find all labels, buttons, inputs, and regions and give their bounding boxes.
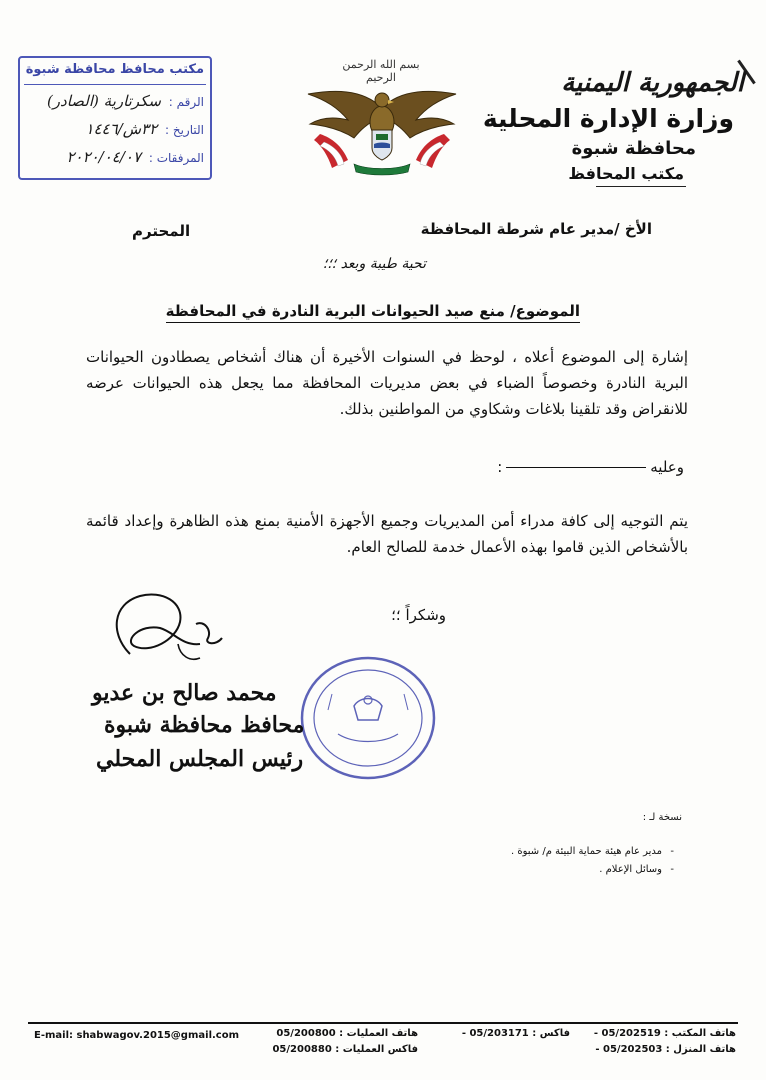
whereas-dash — [506, 467, 646, 468]
republic-name: الجمهورية اليمنية — [561, 68, 744, 98]
registry-stamp — [18, 56, 212, 180]
stamp-attach-row: المرفقات : ٢٠٢٠/٠٤/٠٧ — [66, 148, 204, 166]
footer-ops-fax: فاكس العمليات : 05/200880 — [272, 1044, 418, 1055]
copy-bullet: - — [670, 846, 674, 857]
footer-divider — [28, 1022, 738, 1024]
subject-line: الموضوع/ منع صيد الحيوانات البرية النادرة في المحافظة — [166, 302, 580, 323]
thanks-line: وشكراً ؛؛ — [391, 606, 446, 624]
whereas-colon: : — [497, 458, 503, 476]
signatory-title: محافظ محافظة شبوة — [104, 712, 305, 738]
governorate-name: محافظة شبوة — [571, 138, 696, 159]
handwritten-signature — [100, 584, 260, 684]
office-underline — [596, 186, 686, 187]
stamp-title: مكتب محافظ محافظة شبوة — [25, 62, 204, 77]
respect-title: المحترم — [132, 222, 191, 240]
footer-email: E-mail: shabwagov.2015@gmail.com — [34, 1030, 240, 1041]
ministry-name: وزارة الإدارة المحلية — [482, 104, 734, 133]
body-paragraph-2: يتم التوجيه إلى كافة مدراء أمن المديريات وجميع الأجهزة الأمنية بمنع هذه الظاهرة وإعداد قائمة بالأشخاص الذين قاموا بهذه الأعمال خدمة للصالح العام. — [86, 512, 688, 556]
official-round-seal — [298, 654, 438, 782]
footer-home-phone: هاتف المنزل : 05/202503 - — [595, 1044, 736, 1055]
copy-item-1: مدير عام هيئة حماية البيئة م/ شبوة . — [511, 846, 662, 857]
yemen-eagle-emblem — [302, 78, 462, 178]
signatory-name: محمد صالح بن عديو — [92, 680, 277, 706]
signatory-council-title: رئيس المجلس المحلي — [96, 746, 304, 772]
stamp-date-label: التاريخ — [172, 123, 204, 137]
body-paragraph-1: إشارة إلى الموضوع أعلاه ، لوحظ في السنوات الأخيرة أن هناك أشخاص يصطادون الحيوانات البرية النادرة وخصوصاً الضباء في بعض مديريات المحافظة مما يجعل هذه الحيوانات عرضه للانقراض وقد تلقينا بلاغات وشكاوي من المواطنين بذلك. — [86, 348, 688, 418]
copies-heading: نسخة لـ : — [642, 812, 682, 823]
stamp-attach-value: ٢٠٢٠/٠٤/٠٧ — [66, 148, 142, 166]
greeting-line: تحية طيبة وبعد ؛؛؛ — [322, 256, 426, 272]
addressee-line: الأخ /مدير عام شرطة المحافظة — [420, 220, 652, 238]
bismillah-calligraphy: بسم الله الرحمن الرحيم — [342, 58, 420, 84]
copy-item-2: وسائل الإعلام . — [599, 864, 662, 875]
stamp-date-row: التاريخ : ٣٢ش/١٤٤٦ — [85, 120, 204, 138]
stamp-ref-row: الرقم : سكرتارية (الصادر) — [46, 92, 204, 110]
office-name: مكتب المحافظ — [568, 164, 684, 183]
whereas-line — [497, 458, 684, 476]
stamp-ref-value: سكرتارية (الصادر) — [46, 92, 161, 110]
stamp-separator — [24, 84, 206, 85]
footer-office-phone: هاتف المكتب : 05/202519 - — [593, 1028, 736, 1039]
footer-ops-phone: هاتف العمليات : 05/200800 — [276, 1028, 418, 1039]
whereas-label: وعليه — [650, 458, 684, 476]
stamp-attach-label: المرفقات — [156, 151, 204, 165]
stamp-date-value: ٣٢ش/١٤٤٦ — [85, 120, 158, 138]
footer-fax: فاكس : 05/203171 - — [461, 1028, 570, 1039]
stamp-ref-label: الرقم — [176, 95, 204, 109]
copy-bullet: - — [670, 864, 674, 875]
